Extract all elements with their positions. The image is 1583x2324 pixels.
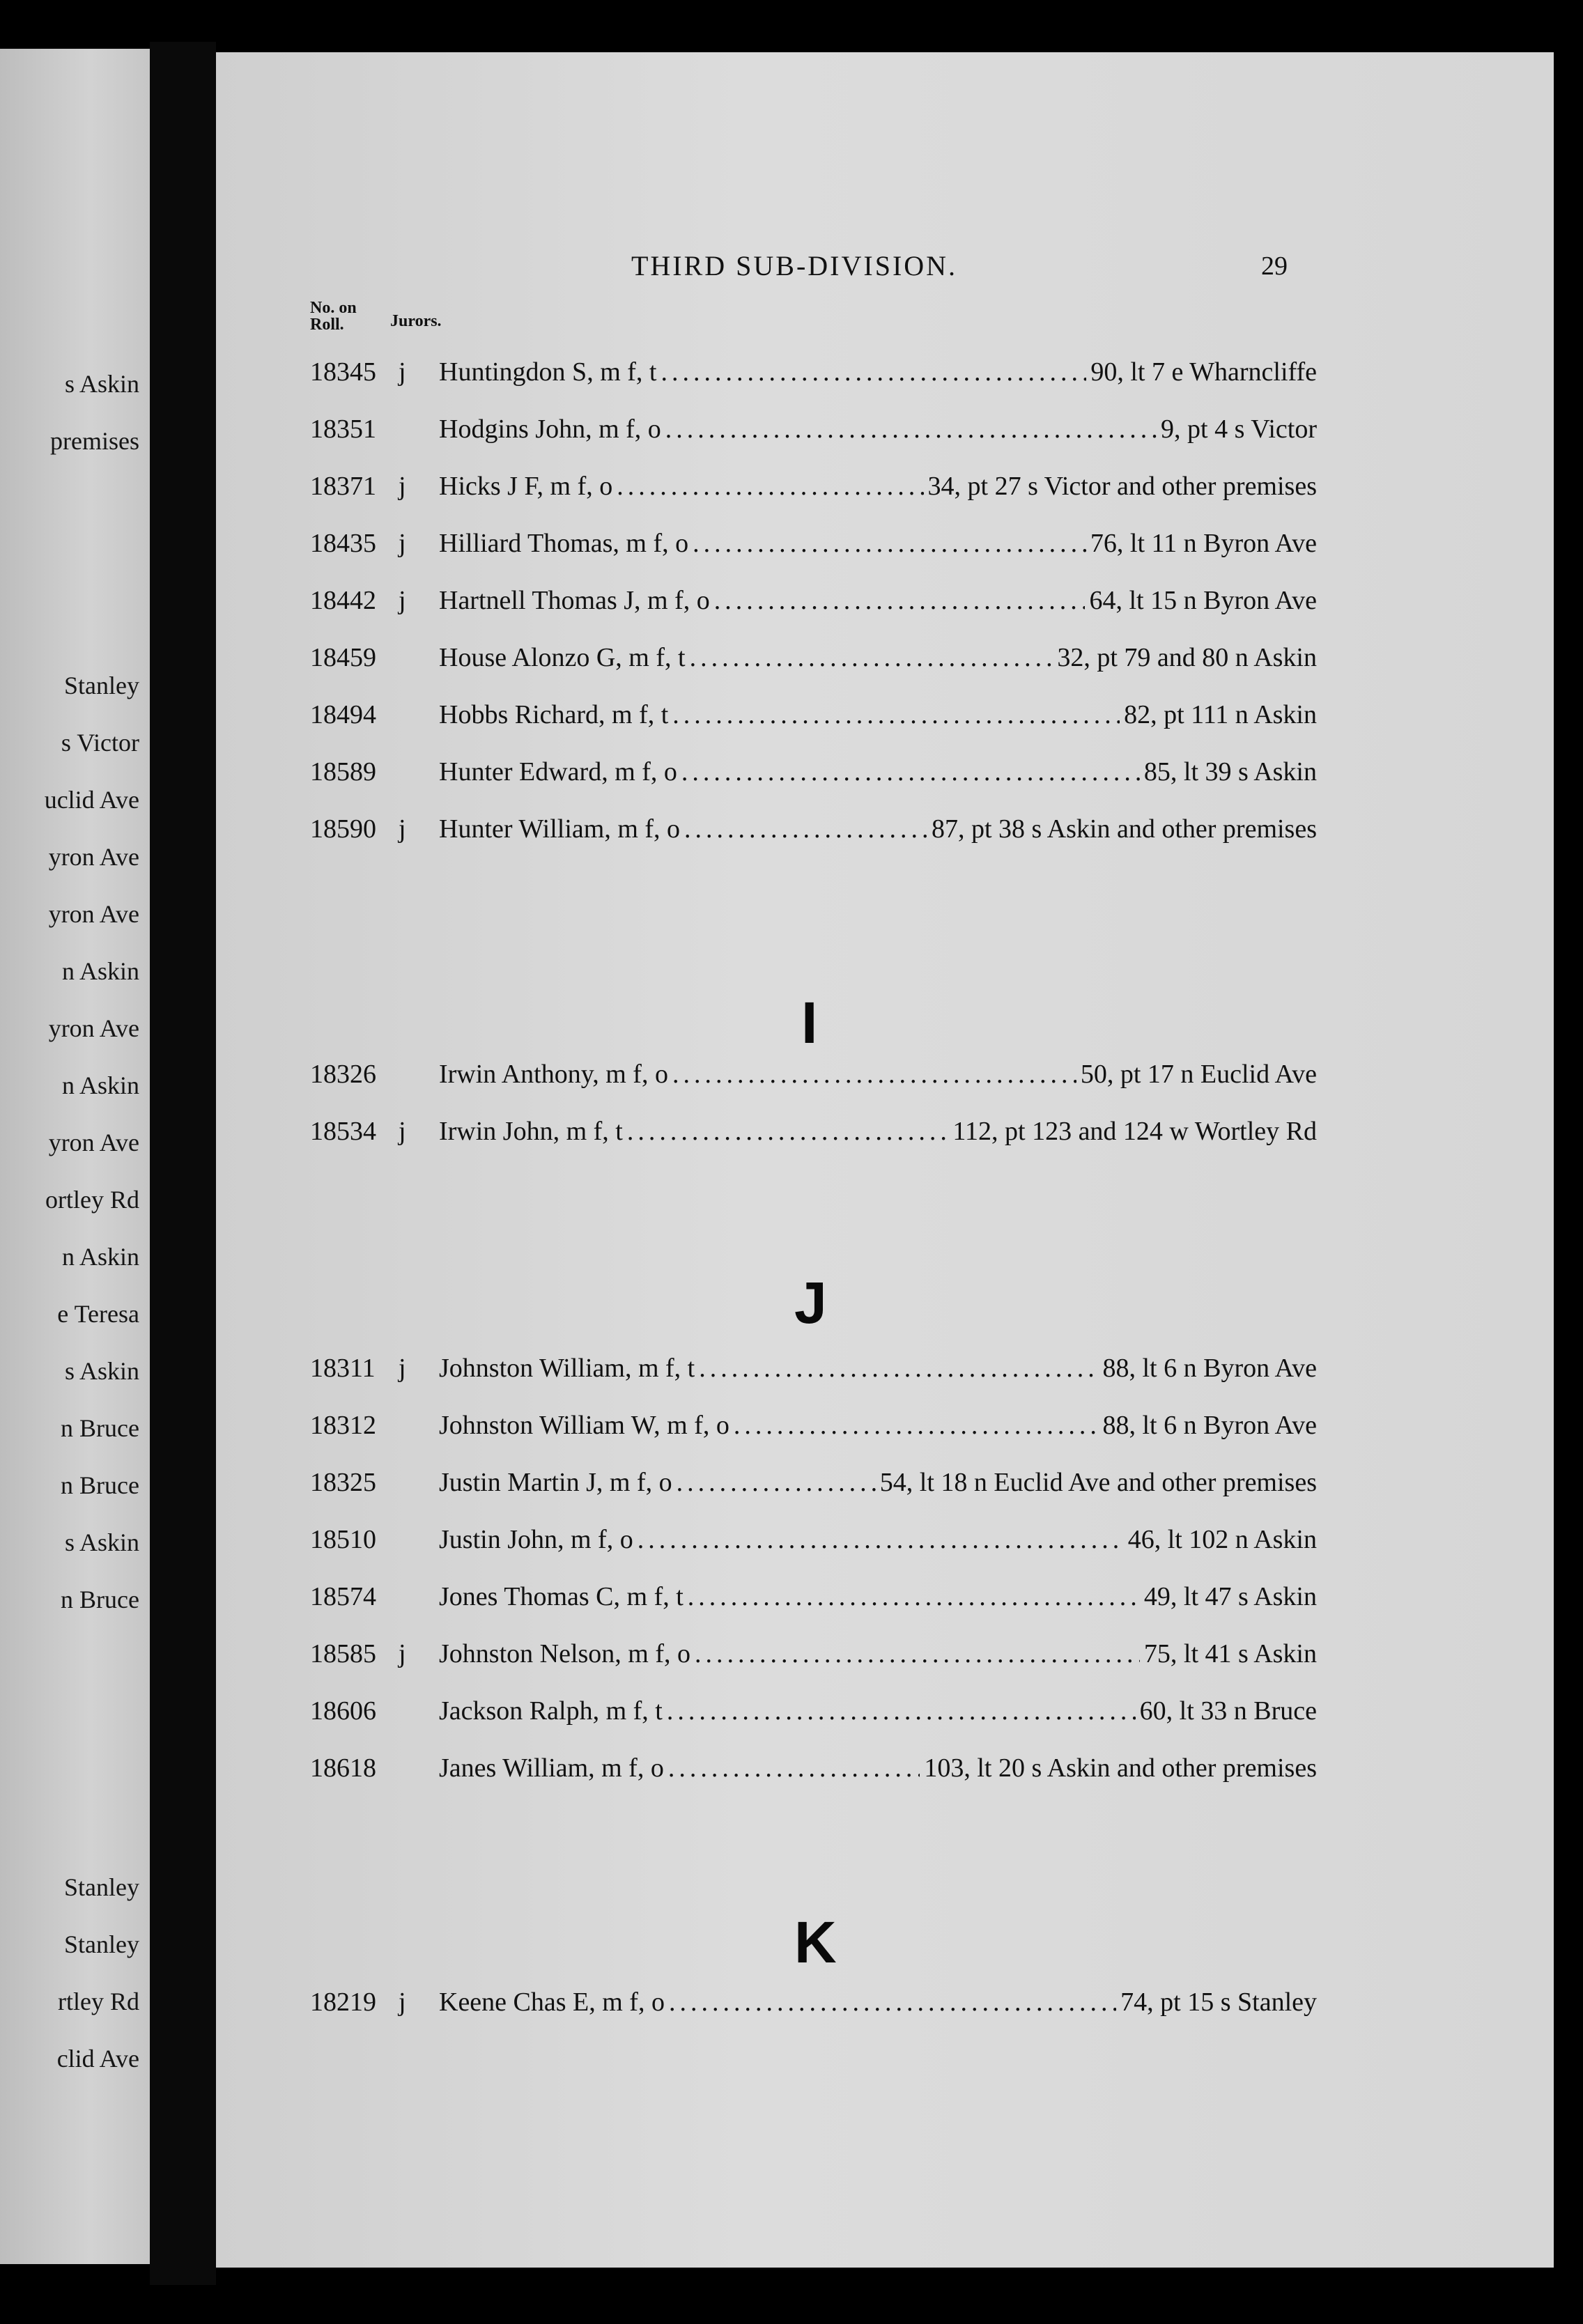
entry-detail: 64, lt 15 n Byron Ave — [1089, 586, 1317, 615]
left-page-fragment: n Askin — [61, 1243, 139, 1271]
entry-detail: 74, pt 15 s Stanley — [1120, 1988, 1317, 2017]
list-item — [0, 1059, 1583, 1098]
left-page-fragment: uclid Ave — [44, 786, 139, 814]
section-letter-i: I — [801, 990, 818, 1055]
left-page-fragment: rtley Rd — [58, 1988, 139, 2015]
page-number: 29 — [1261, 251, 1288, 281]
left-page-fragment: yron Ave — [48, 1129, 139, 1156]
leader-dots — [690, 642, 1053, 673]
roll-number: 18326 — [310, 1060, 376, 1089]
leader-dots — [669, 1987, 1116, 2017]
juror-mark: j — [399, 1117, 406, 1146]
list-item — [0, 1467, 1583, 1506]
entry-name: Hodgins John, m f, o — [439, 415, 661, 444]
roll-number: 18442 — [310, 586, 376, 615]
left-page-fragment: n Askin — [61, 957, 139, 985]
left-page-fragment: e Teresa — [57, 1300, 139, 1328]
entry-detail: 9, pt 4 s Victor — [1161, 415, 1317, 444]
entry-name: Hicks J F, m f, o — [439, 472, 613, 501]
list-item — [0, 1987, 1583, 2026]
entry-detail: 103, lt 20 s Askin and other premises — [924, 1753, 1317, 1783]
entry-detail: 75, lt 41 s Askin — [1143, 1639, 1317, 1668]
list-item — [0, 471, 1583, 510]
left-page-fragment: yron Ave — [48, 900, 139, 928]
list-item — [0, 1410, 1583, 1449]
section-letter-j: J — [794, 1270, 827, 1335]
entry-detail: 34, pt 27 s Victor and other premises — [927, 472, 1317, 501]
leader-dots — [677, 1467, 876, 1498]
juror-mark: j — [399, 529, 406, 558]
entry-name: Jones Thomas C, m f, t — [439, 1582, 684, 1611]
entry-detail: 87, pt 38 s Askin and other premises — [931, 814, 1317, 844]
roll-number: 18585 — [310, 1639, 376, 1668]
entry-name: Irwin Anthony, m f, o — [439, 1060, 668, 1089]
left-page-fragment: s Victor — [61, 729, 139, 757]
juror-mark: j — [399, 1354, 406, 1383]
leader-dots — [714, 585, 1086, 616]
column-header-roll: No. on Roll. — [310, 299, 357, 334]
left-page-fragment: clid Ave — [56, 2045, 139, 2073]
roll-number: 18219 — [310, 1988, 376, 2017]
leader-dots — [667, 1696, 1136, 1726]
leader-dots — [638, 1524, 1124, 1555]
roll-number: 18494 — [310, 700, 376, 729]
left-page-fragment: Stanley — [64, 1873, 139, 1901]
list-item — [0, 1353, 1583, 1392]
juror-mark: j — [399, 1988, 406, 2017]
entry-detail: 32, pt 79 and 80 n Askin — [1057, 643, 1317, 672]
roll-number: 18590 — [310, 814, 376, 844]
leader-dots — [627, 1116, 949, 1147]
list-item — [0, 699, 1583, 738]
leader-dots — [668, 1753, 920, 1783]
left-page-fragment: s Askin — [64, 370, 139, 398]
entry-name: Hilliard Thomas, m f, o — [439, 529, 689, 558]
roll-number: 18606 — [310, 1696, 376, 1726]
entry-name: Hunter William, m f, o — [439, 814, 681, 844]
juror-mark: j — [399, 814, 406, 844]
roll-number: 18618 — [310, 1753, 376, 1783]
leader-dots — [693, 528, 1086, 559]
roll-number: 18345 — [310, 357, 376, 387]
list-item — [0, 1753, 1583, 1792]
leader-dots — [688, 1581, 1140, 1612]
juror-mark: j — [399, 586, 406, 615]
entry-detail: 76, lt 11 n Byron Ave — [1090, 529, 1317, 558]
entry-detail: 88, lt 6 n Byron Ave — [1102, 1411, 1317, 1440]
roll-number: 18510 — [310, 1525, 376, 1554]
entry-detail: 88, lt 6 n Byron Ave — [1102, 1354, 1317, 1383]
roll-number: 18371 — [310, 472, 376, 501]
list-item — [0, 1524, 1583, 1563]
entry-name: Justin Martin J, m f, o — [439, 1468, 672, 1497]
roll-number: 18534 — [310, 1117, 376, 1146]
leader-dots — [661, 357, 1086, 387]
entry-detail: 82, pt 111 n Askin — [1124, 700, 1317, 729]
entry-name: Jackson Ralph, m f, t — [439, 1696, 663, 1726]
entry-detail: 112, pt 123 and 124 w Wortley Rd — [952, 1117, 1317, 1146]
entry-detail: 54, lt 18 n Euclid Ave and other premises — [879, 1468, 1317, 1497]
list-item — [0, 357, 1583, 396]
left-page-fragment: s Askin — [64, 1357, 139, 1385]
juror-mark: j — [399, 472, 406, 501]
roll-number: 18459 — [310, 643, 376, 672]
leader-dots — [672, 1059, 1076, 1090]
column-header-jurors: Jurors. — [390, 312, 442, 330]
left-page-fragment: n Bruce — [61, 1414, 139, 1442]
left-page-fragment: yron Ave — [48, 843, 139, 871]
left-page-fragment: ortley Rd — [45, 1186, 139, 1214]
leader-dots — [684, 814, 927, 844]
entry-detail: 60, lt 33 n Bruce — [1139, 1696, 1317, 1726]
roll-number: 18325 — [310, 1468, 376, 1497]
left-page-fragment: yron Ave — [48, 1014, 139, 1042]
leader-dots — [681, 757, 1140, 787]
left-page-fragment: s Askin — [64, 1528, 139, 1556]
left-page-fragment: premises — [50, 427, 139, 455]
entry-name: Hobbs Richard, m f, t — [439, 700, 669, 729]
juror-mark: j — [399, 1639, 406, 1668]
entry-name: Janes William, m f, o — [439, 1753, 664, 1783]
list-item — [0, 585, 1583, 624]
entry-detail: 49, lt 47 s Askin — [1143, 1582, 1317, 1611]
entry-detail: 50, pt 17 n Euclid Ave — [1080, 1060, 1317, 1089]
entry-name: Justin John, m f, o — [439, 1525, 633, 1554]
left-page-fragment: n Bruce — [61, 1586, 139, 1613]
entry-name: Hunter Edward, m f, o — [439, 757, 677, 787]
leader-dots — [695, 1639, 1140, 1669]
roll-number: 18351 — [310, 415, 376, 444]
entry-name: Irwin John, m f, t — [439, 1117, 623, 1146]
left-page-fragment: n Askin — [61, 1071, 139, 1099]
page-title: THIRD SUB-DIVISION. — [631, 250, 958, 281]
juror-mark: j — [399, 357, 406, 387]
roll-number: 18435 — [310, 529, 376, 558]
list-item — [0, 814, 1583, 853]
leader-dots — [699, 1353, 1098, 1384]
leader-dots — [617, 471, 923, 502]
entry-name: Johnston William W, m f, o — [439, 1411, 729, 1440]
entry-detail: 46, lt 102 n Askin — [1127, 1525, 1317, 1554]
list-item — [0, 757, 1583, 796]
entry-name: Johnston William, m f, t — [439, 1354, 695, 1383]
entry-name: Hartnell Thomas J, m f, o — [439, 586, 710, 615]
left-page-fragment: n Bruce — [61, 1471, 139, 1499]
entry-name: Keene Chas E, m f, o — [439, 1988, 665, 2017]
list-item — [0, 642, 1583, 681]
left-page-fragment: Stanley — [64, 1930, 139, 1958]
list-item — [0, 1581, 1583, 1620]
entry-detail: 90, lt 7 e Wharncliffe — [1090, 357, 1317, 387]
entry-detail: 85, lt 39 s Askin — [1143, 757, 1317, 787]
list-item — [0, 528, 1583, 567]
roll-number: 18589 — [310, 757, 376, 787]
roll-number: 18311 — [310, 1354, 376, 1383]
entry-name: Johnston Nelson, m f, o — [439, 1639, 690, 1668]
leader-dots — [665, 414, 1157, 444]
list-item — [0, 1116, 1583, 1155]
leader-dots — [734, 1410, 1099, 1441]
left-page-fragment: Stanley — [64, 672, 139, 699]
roll-number: 18312 — [310, 1411, 376, 1440]
roll-number: 18574 — [310, 1582, 376, 1611]
entry-name: Huntingdon S, m f, t — [439, 357, 657, 387]
list-item — [0, 1696, 1583, 1735]
section-letter-k: K — [794, 1909, 837, 1975]
list-item — [0, 1639, 1583, 1678]
leader-dots — [672, 699, 1120, 730]
entry-name: House Alonzo G, m f, t — [439, 643, 686, 672]
list-item — [0, 414, 1583, 453]
